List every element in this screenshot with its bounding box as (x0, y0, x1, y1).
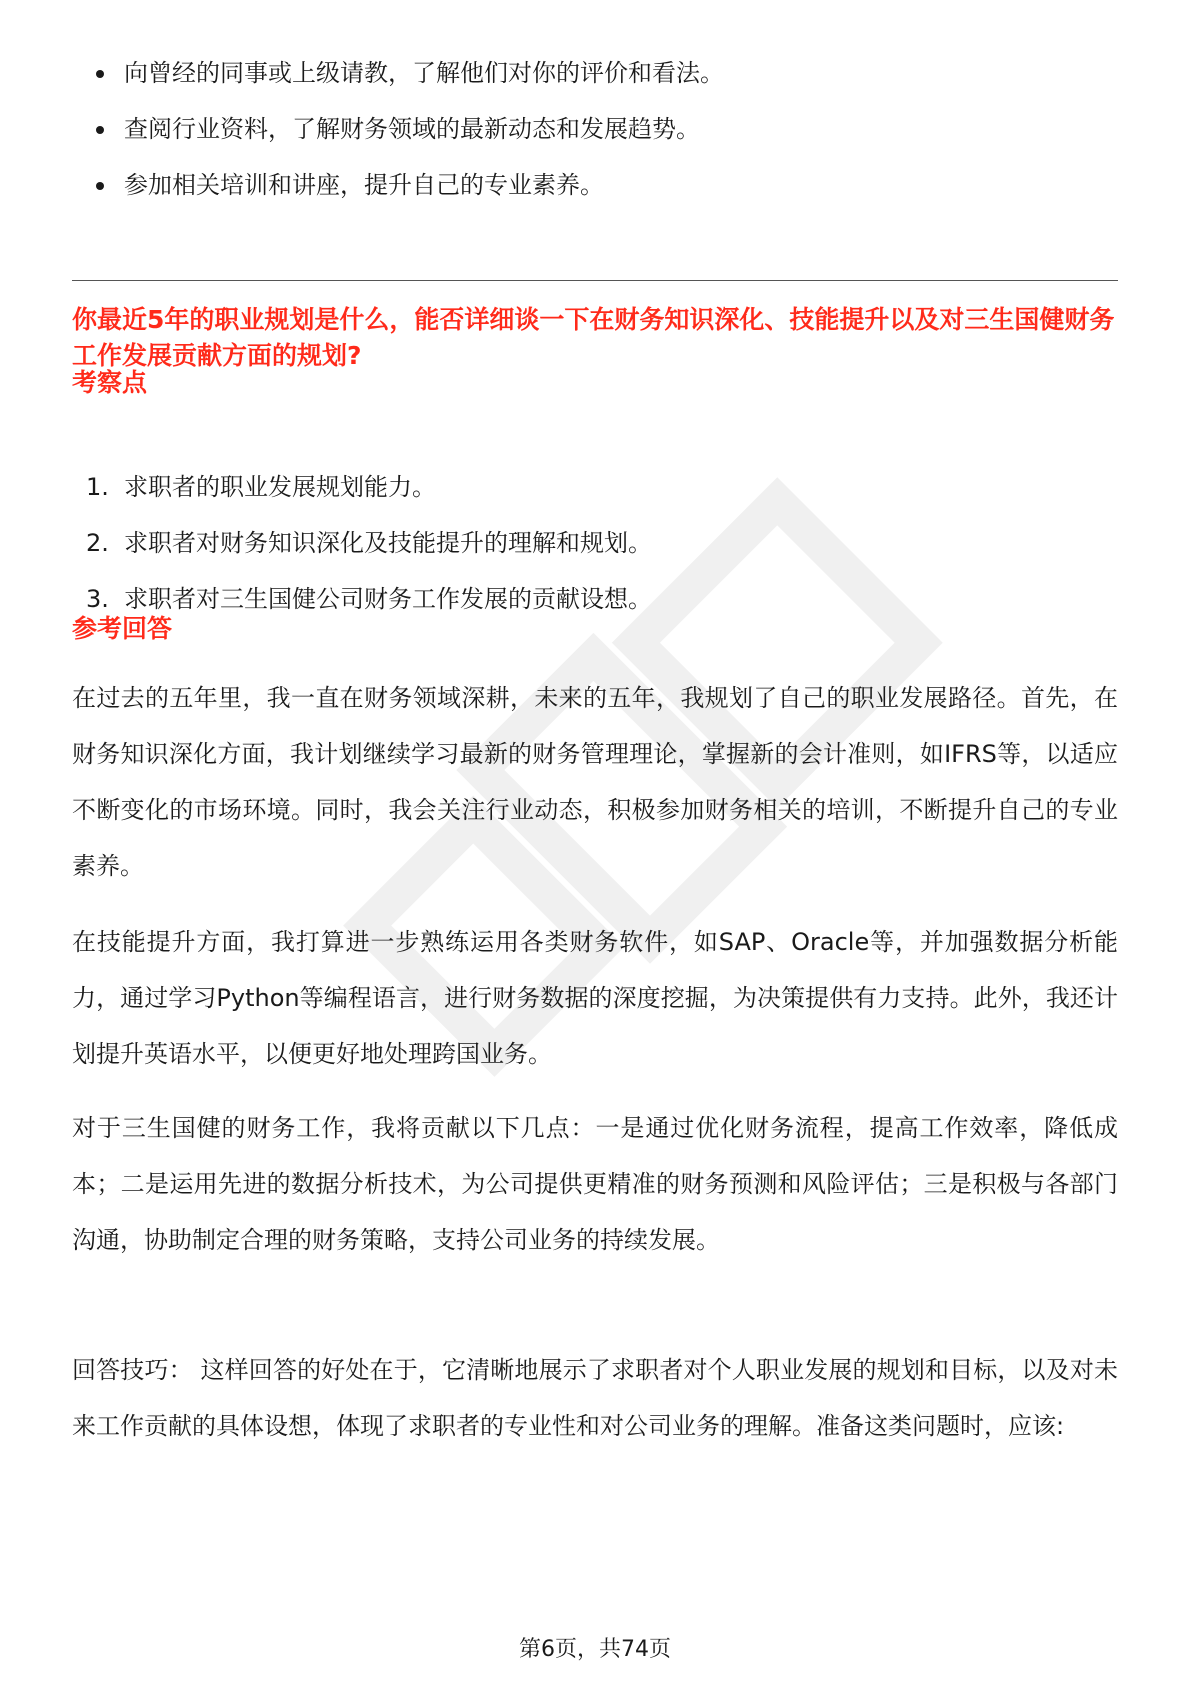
focus-heading: 考察点 (72, 368, 148, 397)
answer-tip-paragraph: 回答技巧： 这样回答的好处在于，它清晰地展示了求职者对个人职业发展的规划和目标，以及对未来工作贡献的具体设想，体现了求职者的专业性和对公司业务的理解。准备这类问题时，应该: (72, 1356, 1118, 1440)
interview-question: 你最近5年的职业规划是什么，能否详细谈一下在财务知识深化、技能提升以及对三生国健财务工作发展贡献方面的规划? (72, 305, 1115, 370)
bullet-dot-icon (96, 70, 104, 78)
tips-bullet-list (96, 58, 1096, 226)
answer-paragraph: 在技能提升方面，我打算进一步熟练运用各类财务软件，如SAP、Oracle等，并加强数据分析能力，通过学习Python等编程语言，进行财务数据的深度挖掘，为决策提供有力支持。此外，我还计划提升英语水平，以便更好地处理跨国业务。 (72, 928, 1118, 1068)
document-page (72, 0, 1118, 1684)
bullet-dot-icon (96, 126, 104, 134)
bullet-dot-icon (96, 182, 104, 190)
list-item: 2. 求职者对财务知识深化及技能提升的理解和规划。 (86, 529, 652, 557)
answer-paragraph: 在过去的五年里，我一直在财务领域深耕，未来的五年，我规划了自己的职业发展路径。首先，在财务知识深化方面，我计划继续学习最新的财务管理理论，掌握新的会计准则，如IFRS等，以适应不断变化的市场环境。同时，我会关注行业动态，积极参加财务相关的培训，不断提升自己的专业素养。 (72, 684, 1118, 880)
answer-paragraph: 对于三生国健的财务工作，我将贡献以下几点：一是通过优化财务流程，提高工作效率，降低成本；二是运用先进的数据分析技术，为公司提供更精准的财务预测和风险评估；三是积极与各部门沟通，协助制定合理的财务策略，支持公司业务的持续发展。 (72, 1114, 1118, 1254)
list-item: 参加相关培训和讲座，提升自己的专业素养。 (96, 170, 1096, 200)
page-number-footer: 第6页，共74页 (519, 1637, 671, 1662)
list-item: 3. 求职者对三生国健公司财务工作发展的贡献设想。 (86, 585, 652, 613)
answer-heading: 参考回答 (72, 614, 173, 643)
list-item: 向曾经的同事或上级请教，了解他们对你的评价和看法。 (96, 58, 1096, 88)
focus-points-list (86, 472, 1086, 640)
section-divider (72, 280, 1118, 281)
list-item: 1. 求职者的职业发展规划能力。 (86, 473, 436, 501)
list-item: 查阅行业资料，了解财务领域的最新动态和发展趋势。 (96, 114, 1096, 144)
